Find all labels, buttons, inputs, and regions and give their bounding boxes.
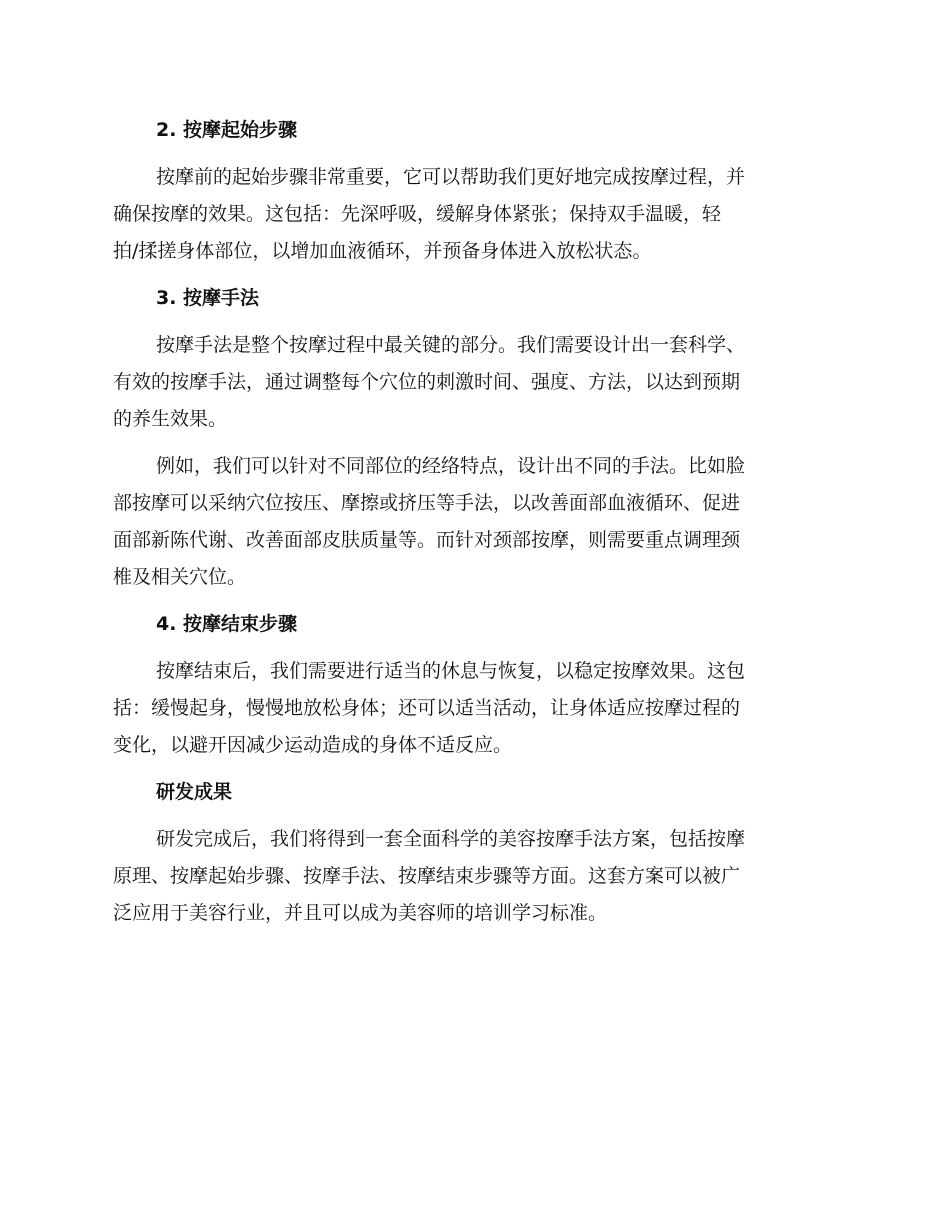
section-heading: 2. 按摩起始步骤 (156, 119, 298, 141)
section-end-steps (113, 606, 833, 764)
paragraph-line: 椎及相关穴位。 (113, 566, 247, 588)
paragraph (113, 821, 833, 932)
paragraph-line: 确保按摩的效果。这包括：先深呼吸，缓解身体紧张；保持双手温暖，轻 (113, 203, 722, 225)
section-results (113, 774, 833, 932)
paragraph-line: 面部新陈代谢、改善面部皮肤质量等。而针对颈部按摩，则需要重点调理颈 (113, 529, 741, 551)
paragraph (113, 653, 833, 764)
section-start-steps (113, 112, 833, 270)
section-techniques (113, 280, 833, 596)
paragraph-line: 括：缓慢起身，慢慢地放松身体；还可以适当活动，让身体适应按摩过程的 (113, 697, 741, 719)
paragraph (113, 159, 833, 270)
paragraph-line: 变化，以避开因减少运动造成的身体不适反应。 (113, 734, 513, 756)
paragraph-line: 按摩结束后，我们需要进行适当的休息与恢复，以稳定按摩效果。这包 (156, 660, 746, 682)
section-heading: 3. 按摩手法 (156, 287, 260, 309)
paragraph-line: 按摩前的起始步骤非常重要，它可以帮助我们更好地完成按摩过程，并 (156, 166, 746, 188)
paragraph-line: 拍/揉搓身体部位，以增加血液循环，并预备身体进入放松状态。 (113, 240, 652, 262)
paragraph-line: 按摩手法是整个按摩过程中最关键的部分。我们需要设计出一套科学、 (156, 334, 746, 356)
paragraph-line: 的养生效果。 (113, 408, 228, 430)
document-page (113, 112, 833, 942)
paragraph-line: 部按摩可以采纳穴位按压、摩擦或挤压等手法，以改善面部血液循环、促进 (113, 492, 741, 514)
paragraph-line: 有效的按摩手法，通过调整每个穴位的刺激时间、强度、方法，以达到预期 (113, 371, 741, 393)
paragraph-line: 原理、按摩起始步骤、按摩手法、按摩结束步骤等方面。这套方案可以被广 (113, 865, 741, 887)
section-heading: 研发成果 (156, 781, 233, 803)
paragraph-line: 研发完成后，我们将得到一套全面科学的美容按摩手法方案，包括按摩 (156, 828, 746, 850)
paragraph (113, 448, 833, 596)
section-heading: 4. 按摩结束步骤 (156, 613, 298, 635)
paragraph-line: 泛应用于美容行业，并且可以成为美容师的培训学习标准。 (113, 902, 608, 924)
paragraph-line: 例如，我们可以针对不同部位的经络特点，设计出不同的手法。比如脸 (156, 455, 746, 477)
paragraph (113, 327, 833, 438)
